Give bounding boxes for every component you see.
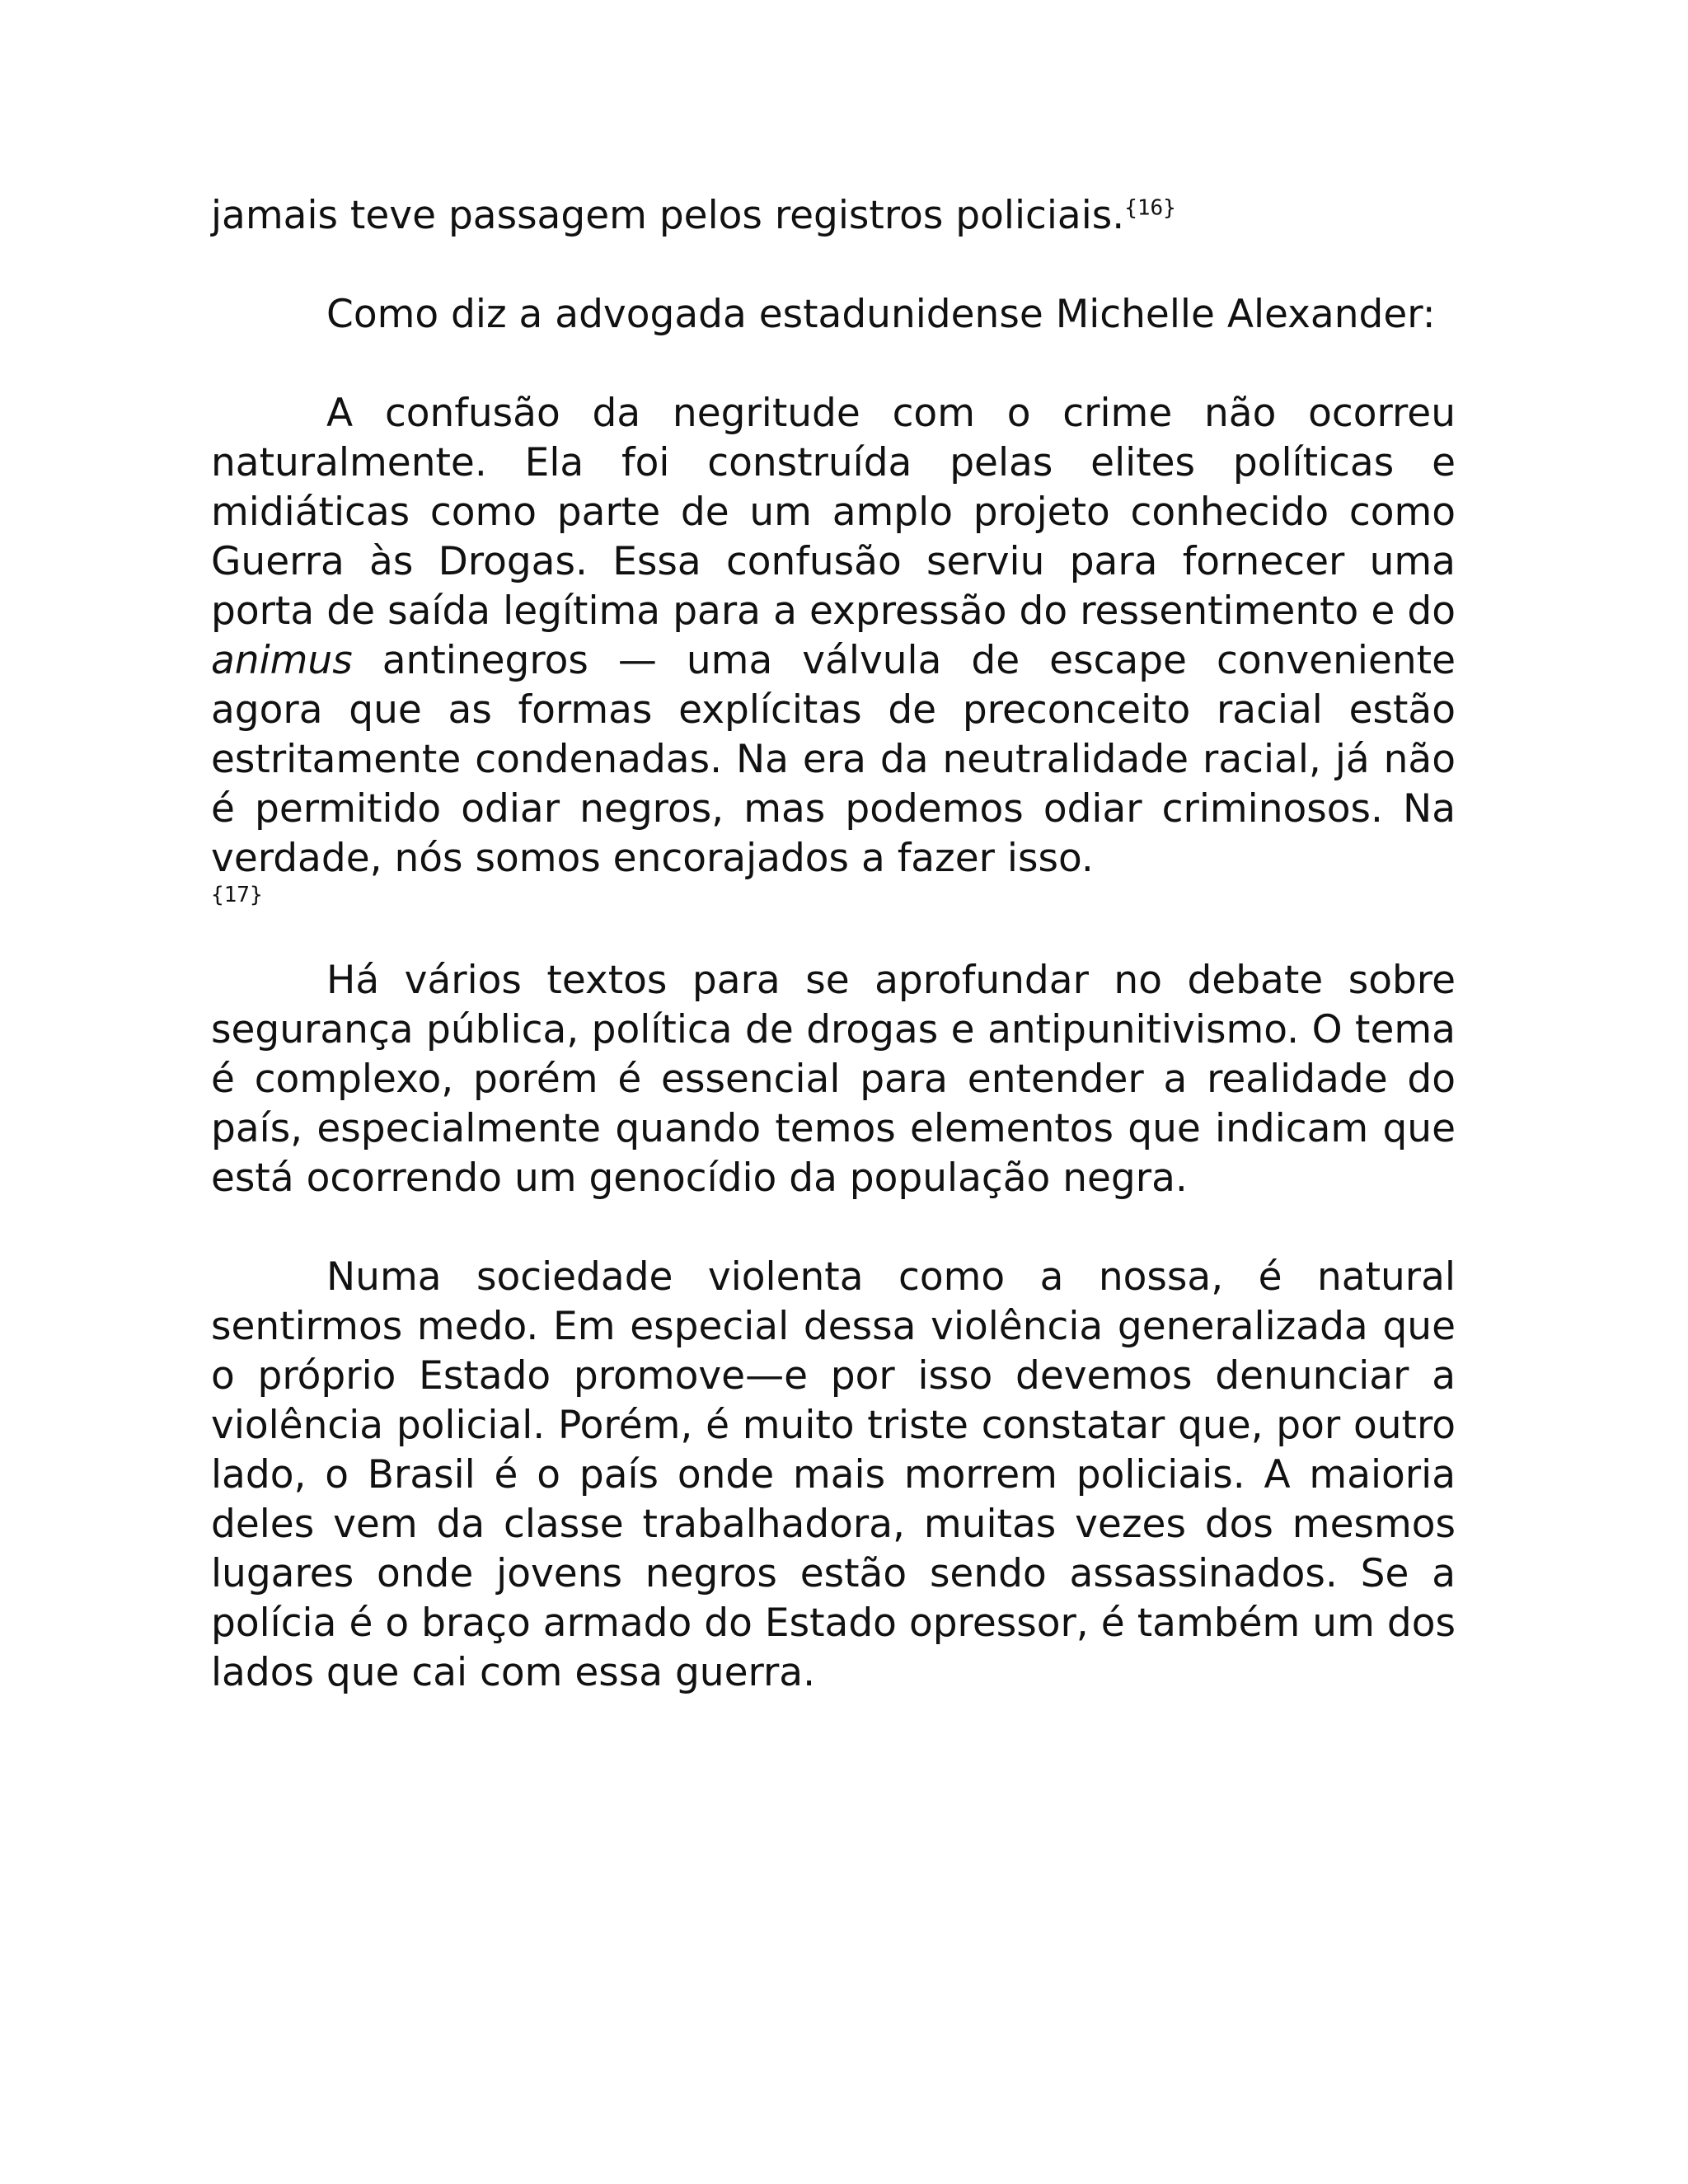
quote-italic-word: animus [211, 638, 353, 683]
paragraph-violence [211, 1253, 1456, 1698]
quote-text-start: A confusão da negritude com o crime não ocorreu naturalmente. Ela foi construída pelas elites políticas e midiáticas como parte de um amplo projeto conhecido como Guerra às Drogas. Essa confusão serviu para fornecer uma porta de saída legítima para a expressão do ressentimento e do [211, 391, 1456, 634]
paragraph-text: jamais teve passagem pelos registros policiais. [211, 193, 1125, 238]
document-page [211, 191, 1456, 1698]
quote-text-end: antinegros — uma válvula de escape conveniente agora que as formas explícitas de preconceito racial estão estritamente condenadas. Na era da neutralidade racial, já não é permitido odiar negros, mas podemos odiar criminosos. Na verdade, nós somos encorajados a fazer isso. [211, 638, 1456, 881]
block-quote [211, 389, 1456, 907]
paragraph-text: Como diz a advogada estadunidense Michelle Alexander: [326, 292, 1436, 337]
paragraph-continuation [211, 191, 1456, 241]
paragraph-text: Numa sociedade violenta como a nossa, é natural sentirmos medo. Em especial dessa violência generalizada que o próprio Estado promove—e por isso devemos denunciar a violência policial. Porém, é muito triste constatar que, por outro lado, o Brasil é o país onde mais morrem policiais. A maioria deles vem da classe trabalhadora, muitas vezes dos mesmos lugares onde jovens negros estão sendo assassinados. Se a polícia é o braço armado do Estado opressor, é também um dos lados que cai com essa guerra. [211, 1254, 1456, 1695]
footnote-marker: {16} [1124, 195, 1176, 221]
footnote-marker: {17} [211, 883, 263, 907]
paragraph-intro-quote [211, 290, 1456, 340]
paragraph-debate [211, 956, 1456, 1203]
paragraph-text: Há vários textos para se aprofundar no debate sobre segurança pública, política de drogas e antipunitivismo. O tema é complexo, porém é essencial para entender a realidade do país, especialmente quando temos elementos que indicam que está ocorrendo um genocídio da população negra. [211, 958, 1456, 1201]
